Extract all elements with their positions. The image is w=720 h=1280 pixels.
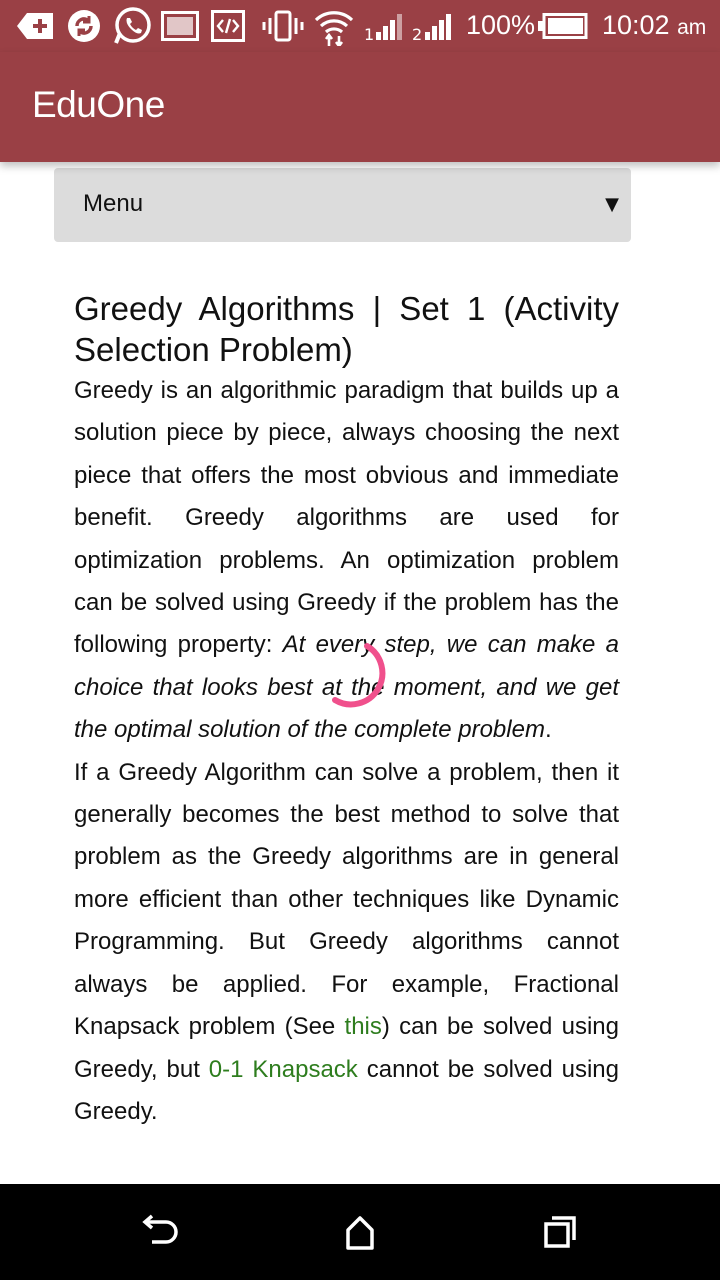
wifi-icon [312,8,356,44]
recents-button[interactable] [538,1212,582,1252]
paragraph-2-text-a: If a Greedy Algorithm can solve a problem, then it generally becomes the best method to solve that problem as the Greedy algorithms are in general more efficient than other techniques like Dynamic Programming. But Greedy algorithms cannot always be applied. For example, Fractional Knapsack problem (See [74,758,619,1041]
clock [602,10,706,41]
paragraph-2-text-c: cannot be solved using Greedy. [74,1055,619,1125]
paragraph-1-text: Greedy is an algorithmic paradigm that builds up a solution piece by piece, always choosing the next piece that offers the most obvious and immediate benefit. Greedy algorithms are used for optimization problems. An optimization problem can be solved using Greedy if the problem has the following property: [74,377,619,659]
battery-icon [538,8,588,44]
svg-text:1: 1 [364,25,375,42]
home-button[interactable] [338,1212,382,1252]
knapsack-link[interactable]: 0-1 Knapsack [208,1055,358,1083]
vibrate-icon [260,8,306,44]
clock-time: 10:02 [602,10,670,40]
back-button[interactable] [138,1212,182,1252]
article-paragraph-2 [74,752,619,1134]
signal-2-icon [412,8,456,44]
home-icon [340,1214,380,1250]
back-icon [140,1214,180,1250]
code-icon [210,8,246,44]
paragraph-2-text-b: ) can be solved using Greedy, but [74,1013,619,1083]
loading-spinner [331,638,401,714]
article-title: Greedy Algorithms | Set 1 (Activity Selection Problem) [74,290,619,368]
app-title: EduOne [32,84,165,125]
menu-label: Menu [83,190,144,217]
paragraph-1-end: . [544,716,552,744]
app-bar [0,52,720,162]
svg-text:2: 2 [412,25,423,42]
navigation-bar [0,1184,720,1280]
battery-percent: 100% [466,10,536,40]
sync-icon [64,8,104,44]
paragraph-1-italic: At every step, we can make a choice that looks best at the moment, and we get the optimal solution of the complete problem [74,631,619,744]
menu-dropdown[interactable] [54,168,631,242]
recents-icon [540,1214,580,1250]
clock-ampm: am [677,16,707,39]
whatsapp-icon [110,8,154,44]
signal-1-icon [364,8,404,44]
this-link[interactable]: this [344,1013,382,1041]
image-icon [160,8,200,44]
dropdown-arrow-icon: ▼ [605,194,619,215]
add-icon [16,8,56,44]
status-bar [0,0,720,52]
